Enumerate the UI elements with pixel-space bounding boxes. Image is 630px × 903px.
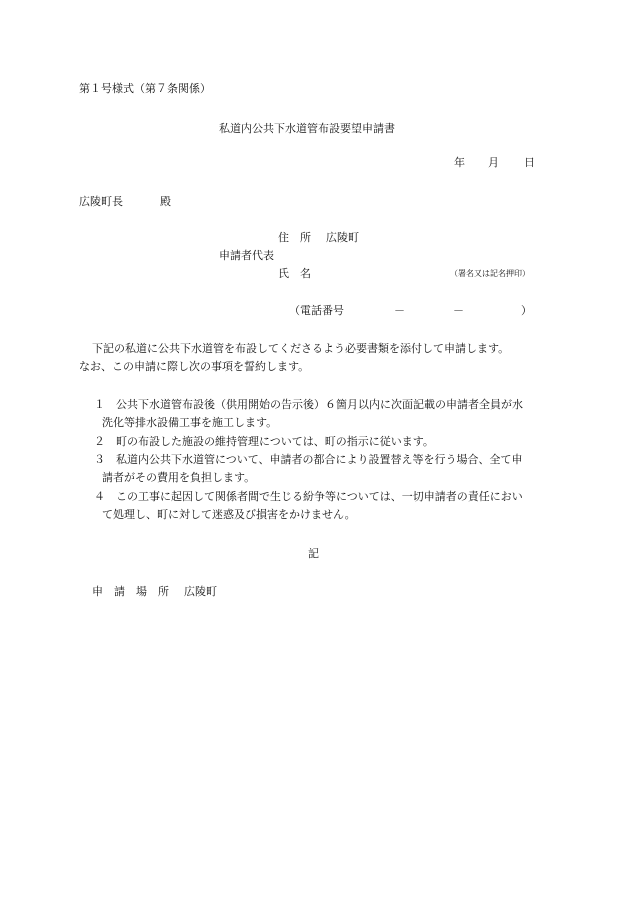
pledge-text: 町の布設した施設の維持管理については、町の指示に従います。: [116, 435, 434, 448]
form-number: 第１号様式（第７条関係）: [79, 82, 211, 95]
pledge-text: この工事に起因して関係者間で生じる紛争等については、一切申請者の責任におい: [116, 490, 523, 503]
pledge-text: 公共下水道管布設後（供用開始の告示後）６箇月以内に次面記載の申請者全員が水: [116, 398, 523, 411]
representative-label: 申請者代表: [219, 249, 274, 262]
date-month-label: 月: [488, 156, 499, 169]
pledge-item-3: [94, 454, 554, 490]
intro-line-1: 下記の私道に公共下水道管を布設してくださるよう必要書類を添付して申請します。: [92, 342, 510, 355]
pledge-number: ３: [94, 453, 105, 466]
ki-heading: 記: [308, 547, 319, 560]
address-label: 住 所: [278, 231, 311, 244]
phone-close: ）: [521, 304, 532, 317]
pledge-item-1: [94, 399, 554, 435]
phone-label: （電話番号: [289, 304, 344, 317]
addressee-honorific: 殿: [160, 195, 171, 208]
name-label: 氏 名: [278, 267, 311, 280]
intro-line-2: なお、この申請に際し次の事項を誓約します。: [79, 360, 310, 373]
phone-dash-1: －: [394, 304, 405, 317]
pledge-text: 私道内公共下水道管について、申請者の都合により設置替え等を行う場合、全て申: [116, 453, 523, 466]
pledge-item-2: [94, 436, 554, 454]
address-value: 広陵町: [326, 231, 359, 244]
location-label: 申 請 場 所: [92, 585, 169, 598]
pledge-item-4: [94, 491, 554, 527]
pledge-number: ４: [94, 490, 105, 503]
pledge-text-continued: 洗化等排水設備工事を施工します。: [102, 416, 278, 429]
pledge-text-continued: 請者がその費用を負担します。: [102, 471, 256, 484]
date-day-label: 日: [524, 156, 535, 169]
pledge-number: １: [94, 398, 105, 411]
addressee-name: 広陵町長: [79, 195, 123, 208]
document-title: 私道内公共下水道管布設要望申請書: [219, 122, 395, 135]
seal-note: （署名又は記名押印）: [450, 269, 530, 278]
phone-dash-2: －: [453, 304, 464, 317]
date-year-label: 年: [454, 156, 465, 169]
location-value: 広陵町: [184, 585, 217, 598]
pledge-text-continued: て処理し、町に対して迷惑及び損害をかけません。: [102, 508, 356, 521]
pledge-number: ２: [94, 435, 105, 448]
